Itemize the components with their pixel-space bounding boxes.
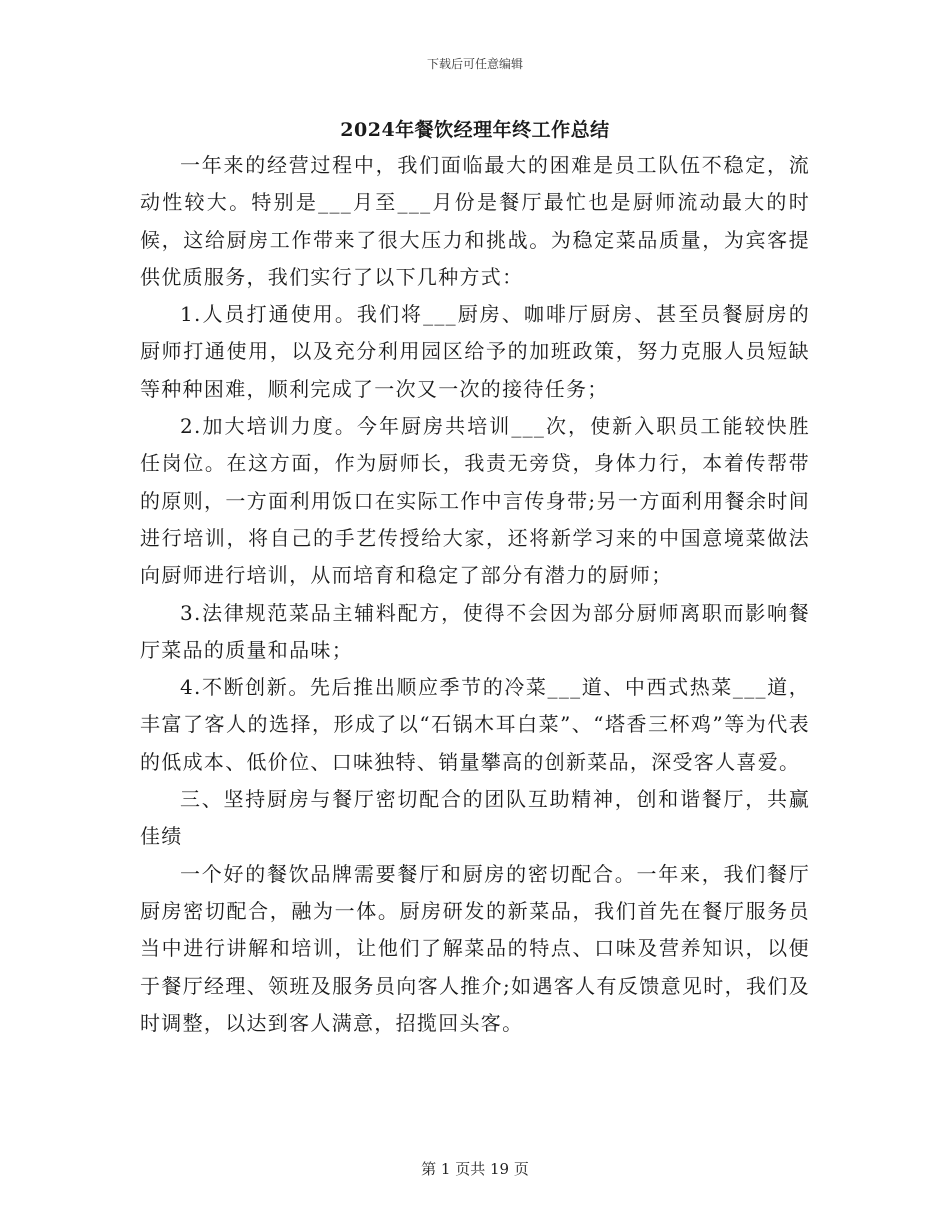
section-heading: 三、坚持厨房与餐厅密切配合的团队互助精神，创和谐餐厅，共赢佳绩: [140, 787, 810, 849]
page-number: 第 1 页共 19 页: [421, 1160, 529, 1178]
paragraph: 4.不断创新。先后推出顺应季节的冷菜___道、中西式热菜___道，丰富了客人的选择，形成了以“石锅木耳白菜”、“塔香三杯鸡”等为代表的低成本、低价位、口味独特、销量攀高的创新菜品，深受客人喜爱。: [140, 675, 810, 774]
paragraph: 1.人员打通使用。我们将___厨房、咖啡厅厨房、甚至员餐厨房的厨师打通使用，以及充分利用园区给予的加班政策，努力克服人员短缺等种种困难，顺利完成了一次又一次的接待任务；: [140, 302, 810, 401]
header-note: 下载后可任意编辑: [426, 57, 523, 71]
paragraph: 一个好的餐饮品牌需要餐厅和厨房的密切配合。一年来，我们餐厅厨房密切配合，融为一体。厨房研发的新菜品，我们首先在餐厅服务员当中进行讲解和培训，让他们了解菜品的特点、口味及营养知识，以便于餐厅经理、领班及服务员向客人推介;如遇客人有反馈意见时，我们及时调整，以达到客人满意，招揽回头客。: [140, 861, 810, 1035]
document-body: [140, 147, 810, 1042]
paragraph: 3.法律规范菜品主辅料配方，使得不会因为部分厨师离职而影响餐厅菜品的质量和品味；: [140, 600, 810, 662]
document-title: 2024年餐饮经理年终工作总结: [340, 119, 610, 141]
paragraph: 一年来的经营过程中，我们面临最大的困难是员工队伍不稳定，流动性较大。特别是___月至___月份是餐厅最忙也是厨师流动最大的时候，这给厨房工作带来了很大压力和挑战。为稳定菜品质量，为宾客提供优质服务，我们实行了以下几种方式：: [140, 153, 810, 289]
paragraph: 2.加大培训力度。今年厨房共培训___次，使新入职员工能较快胜任岗位。在这方面，作为厨师长，我责无旁贷，身体力行，本着传帮带的原则，一方面利用饭口在实际工作中言传身带;另一方面利用餐余时间进行培训，将自己的手艺传授给大家，还将新学习来的中国意境菜做法向厨师进行培训，从而培育和稳定了部分有潜力的厨师；: [140, 414, 810, 588]
